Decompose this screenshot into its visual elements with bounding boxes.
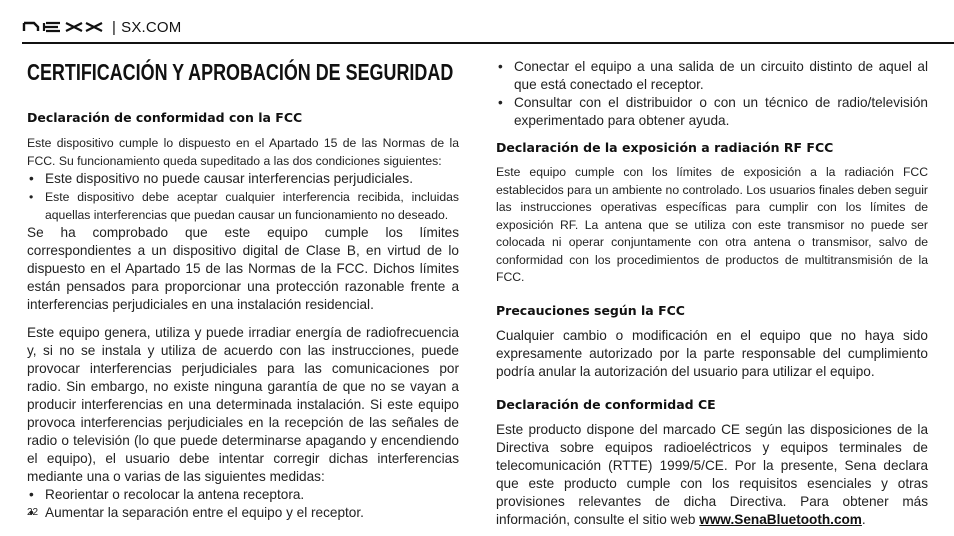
ce-heading: Declaración de conformidad CE xyxy=(496,396,716,412)
precautions-heading: Precauciones según la FCC xyxy=(496,302,685,318)
precautions-text: Cualquier cambio o modificación en el equipo que no haya sido expresamente autorizado por la parte responsable del cumplimiento podría anular la autorización del usuario para utilizar el equipo. xyxy=(496,327,928,379)
measures-list xyxy=(27,486,459,522)
list-item: • Consultar con el distribuidor o con un técnico de radio/televisión experimentado para obtener ayuda. xyxy=(496,94,928,130)
list-item: • Reorientar o recolocar la antena receptora. xyxy=(27,486,459,504)
list-item: • Este dispositivo no puede causar interferencias perjudiciales. xyxy=(27,170,459,188)
header-rule xyxy=(22,42,954,44)
nexx-logo xyxy=(22,21,106,33)
conditions-list xyxy=(27,170,459,224)
list-item: • Este dispositivo debe aceptar cualquier interferencia recibida, incluidas aquellas interferencias que puedan causar un funcionamiento no deseado. xyxy=(27,188,459,224)
fcc-paragraph-3: Este equipo genera, utiliza y puede irradiar energía de radiofrecuencia y, si no se instala y utiliza de acuerdo con las instrucciones, puede provocar interferencias perjudiciales para las comunicaciones por radio. Sin embargo, no existe ninguna garantía de que no se vayan a producir interferencias en una determinada instalación. Si este equipo provoca interferencias perjudiciales en la recepción de las señales de radio o televisión (lo que puede determinarse apagando y encendiendo el equipo), el usuario debe intentar corregir dichas interferencias mediante una o varias de las siguientes medidas: xyxy=(27,325,459,484)
page-header xyxy=(22,14,181,40)
fcc-heading: Declaración de conformidad con la FCC xyxy=(27,110,303,125)
page-number: 22 xyxy=(27,507,39,518)
rf-heading: Declaración de la exposición a radiación RF FCC xyxy=(496,140,834,155)
model-name: | SX.COM xyxy=(112,18,182,36)
measures-list-continued xyxy=(496,58,928,130)
fcc-paragraph-2: Se ha comprobado que este equipo cumple los límites correspondientes a un dispositivo digital de Clase B, en virtud de lo dispuesto en el Apartado 15 de las Normas de la FCC. Dichos límites están pensados para proporcionar una protección razonable frente a interferencias perjudiciales en una instalación residencial. xyxy=(27,225,459,312)
sena-website-link[interactable]: www.SenaBluetooth.com xyxy=(699,511,862,527)
list-item: • Aumentar la separación entre el equipo y el receptor. xyxy=(27,504,459,522)
rf-text: Este equipo cumple con los límites de exposición a la radiación FCC establecidos para un ambiente no controlado. Los usuarios finales deben seguir las instrucciones operativas específicas para cumplir con los límites de exposición RF. La antena que se utiliza con este transmisor no puede ser colocada ni operar conjuntamente con otra antena o transmisor, salvo de conformidad con los procedimientos de productos de multitransmisión de la FCC. xyxy=(496,165,928,284)
page-title: CERTIFICACIÓN Y APROBACIÓN DE SEGURIDAD xyxy=(27,59,454,85)
ce-text: Este producto dispone del marcado CE según las disposiciones de la Directiva sobre equipos radioeléctricos y equipos terminales de telecomunicación (RTTE) 1999/5/CE. Por la presente, Sena declara que este producto cumple con los requisitos esenciales y otras provisiones relevantes de dicha Directiva. Para obtener más información, consulte el sitio web www.SenaBluetooth.com. xyxy=(496,421,928,527)
left-column xyxy=(27,58,459,522)
right-column xyxy=(496,58,928,529)
fcc-intro: Este dispositivo cumple lo dispuesto en el Apartado 15 de las Normas de la FCC. Su funcionamiento queda supeditado a las dos condiciones siguientes: xyxy=(27,136,459,168)
list-item: • Conectar el equipo a una salida de un circuito distinto de aquel al que está conectado el receptor. xyxy=(496,58,928,94)
